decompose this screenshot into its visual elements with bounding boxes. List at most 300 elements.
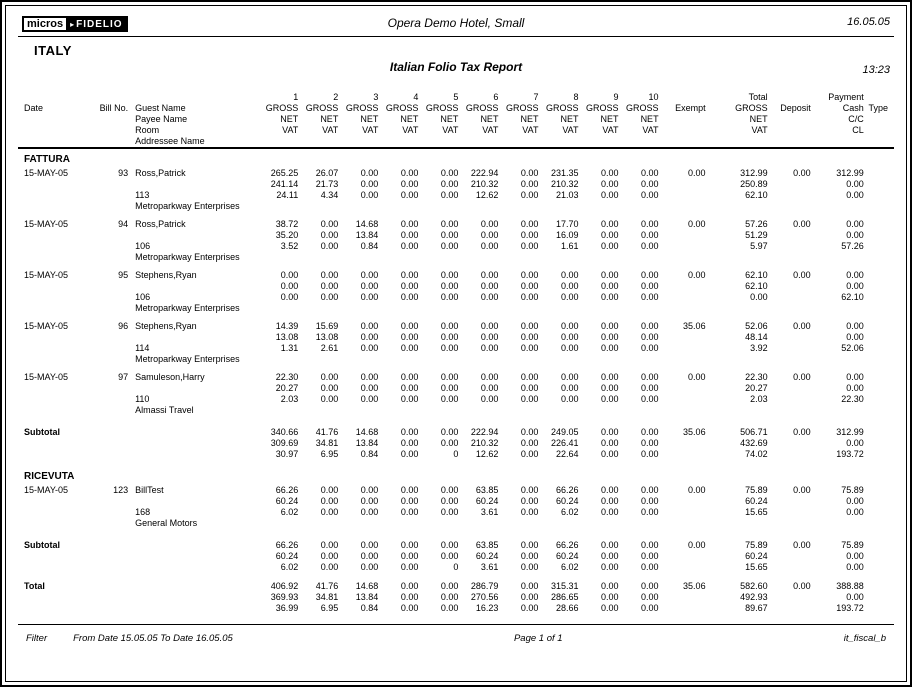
cell: 0.00 [520,427,539,437]
cell [659,179,706,190]
cell [864,201,890,212]
cell: GROSS [345,103,379,113]
spacer-cell [22,314,890,321]
cell [659,405,706,416]
cell [22,292,92,303]
spacer-cell [22,365,890,372]
cell [864,179,890,190]
cell: 0.00 [520,332,539,342]
filter-label: Filter [26,633,48,644]
cell: 0.00 [846,270,864,280]
cell: 0.00 [600,485,619,495]
cell: 432.69 [740,438,768,448]
cell: 0.00 [560,292,579,302]
filter-text: From Date 15.05.05 To Date 16.05.05 [73,633,233,644]
cell: Metroparkway Enterprises [135,354,240,364]
cell: 0.00 [600,292,619,302]
header-row-vat [22,125,890,136]
cell: 20.27 [275,383,299,393]
cell: 0.00 [520,592,539,602]
cell: 8 [573,92,579,102]
cell [378,354,418,365]
cell: 4.34 [320,190,339,200]
cell: 93 [118,168,129,178]
cell [659,92,706,103]
cell: 60.24 [275,496,299,506]
cell: 388.88 [836,581,864,591]
cell [22,125,92,136]
cell: 0.00 [846,219,864,229]
cell: NET [640,114,659,124]
cell: 13.84 [355,592,379,602]
cell: 26.07 [315,168,339,178]
cell: Type [868,103,888,113]
cell: 12.62 [475,190,499,200]
cell [128,281,258,292]
cell: Payee Name [135,114,188,124]
cell: 0.00 [793,219,811,229]
cell: 222.94 [470,427,499,437]
cell: 0.00 [440,179,459,189]
cell [768,343,811,354]
cell: 0.00 [440,540,459,550]
cell: 0.00 [480,292,499,302]
cell [864,125,890,136]
cell [659,241,706,252]
cell: 0.00 [440,427,459,437]
cell: 0.00 [520,343,539,353]
cell: Metroparkway Enterprises [135,303,240,313]
cell: 193.72 [836,449,864,459]
cell: 0.00 [400,438,419,448]
cell: 0.00 [360,270,379,280]
folio-row-gross [22,321,890,332]
folio-row-net [22,230,890,241]
cell: VAT [751,125,768,135]
cell [578,303,618,314]
cell: 226.41 [550,438,579,448]
cell: 0.00 [641,507,659,517]
cell: 0.00 [480,281,499,291]
cell: 0.00 [280,270,299,280]
cell: 0.00 [846,321,864,331]
cell: 0.00 [641,592,659,602]
cell [619,354,659,365]
cell: 0.00 [400,321,419,331]
cell [418,303,458,314]
cell [92,518,128,529]
cell: 66.26 [275,485,299,495]
cell [619,518,659,529]
cell: 21.73 [315,179,339,189]
cell [128,92,258,103]
cell: 28.66 [555,603,579,613]
cell: 0.00 [480,241,499,251]
cell: 0.00 [440,292,459,302]
cell: 38.72 [275,219,299,229]
cell: Subtotal [24,540,60,550]
cell: 6 [493,92,499,102]
cell [338,136,378,147]
cell: VAT [442,125,459,135]
cell: 13.84 [355,230,379,240]
cell: 0.00 [600,343,619,353]
report-title-row [22,60,890,78]
folio-row-gross [22,219,890,230]
cell: 97 [118,372,129,382]
cell: 0.00 [360,281,379,291]
cell [706,252,768,263]
cell: 0.00 [560,321,579,331]
cell [22,190,92,201]
cell [92,540,128,551]
cell: 14.68 [355,427,379,437]
cell [418,518,458,529]
cell [864,496,890,507]
cell [22,114,92,125]
cell [128,230,258,241]
cell: 0.00 [846,179,864,189]
cell: 0.00 [688,168,706,178]
report-header [22,14,890,32]
cell: 60.24 [745,496,768,506]
cell [258,252,298,263]
cell: Almassi Travel [135,405,194,415]
cell: 0.00 [600,230,619,240]
cell: 60.24 [475,551,499,561]
cell: 0.00 [520,168,539,178]
cell: 0.00 [320,230,339,240]
cell [128,449,258,460]
spacer-cell [22,263,890,270]
cell: 36.99 [275,603,299,613]
cell: Total [748,92,768,102]
cell [92,281,128,292]
cell: 62.10 [745,270,768,280]
cell: 0.00 [400,551,419,561]
cell [659,292,706,303]
folio-row-net [22,332,890,343]
cell: 0.00 [641,485,659,495]
cell: 0.00 [560,343,579,353]
cell [538,136,578,147]
micros-fidelio-logo [22,16,128,32]
cell [864,343,890,354]
cell: 15-MAY-05 [24,168,69,178]
cell [768,92,811,103]
cell: 0.00 [440,383,459,393]
cell [92,92,128,103]
cell [538,354,578,365]
cell: GROSS [425,103,459,113]
cell: 66.26 [555,485,579,495]
header-row-net [22,114,890,125]
cell [811,518,864,529]
subtotal-row-gross [22,427,890,438]
cell: 0.00 [440,332,459,342]
cell: 1 [293,92,299,102]
cell: 0.00 [600,540,619,550]
cell [22,179,92,190]
cell: 0.00 [320,507,339,517]
cell [659,603,706,614]
cell: 15.65 [745,507,768,517]
cell: 14.39 [275,321,299,331]
cell [659,507,706,518]
cell: Stephens,Ryan [135,321,197,331]
cell: 0.00 [280,292,299,302]
cell [92,230,128,241]
cell: 0.00 [480,372,499,382]
cell [378,201,418,212]
cell [578,405,618,416]
cell [578,518,618,529]
subtotal-row-gross [22,540,890,551]
cell: 0.00 [600,281,619,291]
cell [659,343,706,354]
cell [864,136,890,147]
cell [458,252,498,263]
cell: 15-MAY-05 [24,485,69,495]
cell: Ross,Patrick [135,219,186,229]
cell [864,219,890,230]
cell [418,405,458,416]
cell [92,507,128,518]
folio-row-gross [22,168,890,179]
cell [619,303,659,314]
cell: 0.00 [641,321,659,331]
cell: 0.00 [641,603,659,613]
cell: 0.00 [400,230,419,240]
cell [378,518,418,529]
cell: 0.00 [440,230,459,240]
cell: 0.00 [641,496,659,506]
cell: 75.89 [841,485,864,495]
report-id: it_fiscal_b [843,633,886,644]
cell: 0.00 [480,230,499,240]
cell [864,270,890,281]
cell [538,405,578,416]
cell [298,136,338,147]
cell: 270.56 [470,592,499,602]
cell [128,438,258,449]
cell: 0 [453,449,459,459]
cell: VAT [482,125,499,135]
cell [659,354,706,365]
cell: 0.00 [400,427,419,437]
cell [458,201,498,212]
section-label-row [22,149,890,168]
cell: 210.32 [470,438,499,448]
cell [768,281,811,292]
cell [538,252,578,263]
cell: 312.99 [836,427,864,437]
cell: 241.14 [270,179,299,189]
cell: 0.00 [688,485,706,495]
cell [659,383,706,394]
cell [298,201,338,212]
cell: 22.30 [745,372,768,382]
cell [498,303,538,314]
cell: 0.00 [600,383,619,393]
cell [338,354,378,365]
cell: GROSS [586,103,619,113]
cell [768,496,811,507]
logo-fidelio-text: FIDELIO [76,19,123,30]
cell [22,230,92,241]
cell: 492.93 [740,592,768,602]
cell [92,449,128,460]
cell: VAT [522,125,539,135]
cell: 0.00 [520,603,539,613]
cell: 0.00 [688,270,706,280]
cell: 13.08 [275,332,299,342]
cell: 0.00 [400,332,419,342]
cell: NET [360,114,379,124]
cell: 0.00 [793,168,811,178]
cell: NET [440,114,459,124]
cell: 0.00 [560,270,579,280]
cell: 0.00 [360,540,379,550]
cell: 0.00 [641,394,659,404]
cell [768,136,811,147]
cell [768,592,811,603]
cell [498,518,538,529]
cell: 66.26 [555,540,579,550]
grand-total-row-gross [22,581,890,592]
cell [338,201,378,212]
cell: 0.00 [360,321,379,331]
cell [92,562,128,573]
cell: 12.62 [475,449,499,459]
cell [864,332,890,343]
cell: 406.92 [270,581,299,591]
cell: 113 [135,190,150,200]
cell: 3.61 [480,507,499,517]
cell [92,292,128,303]
cell: 0.00 [400,581,419,591]
cell [864,485,890,496]
cell: 0.00 [750,292,768,302]
cell [92,581,128,592]
cell: 0.00 [600,270,619,280]
cell [92,394,128,405]
cell: VAT [362,125,379,135]
cell: 0.00 [480,332,499,342]
cell [258,136,298,147]
cell [92,125,128,136]
spacer-row [22,614,890,624]
cell [92,332,128,343]
cell: 0.00 [520,292,539,302]
cell: 0.00 [480,343,499,353]
cell: 0.00 [400,292,419,302]
cell: GROSS [305,103,339,113]
cell: GROSS [385,103,419,113]
cell [864,281,890,292]
spacer-cell [22,614,890,624]
cell [92,343,128,354]
cell: 0.00 [600,496,619,506]
cell: 57.26 [745,219,768,229]
cell: Metroparkway Enterprises [135,201,240,211]
cell [458,354,498,365]
cell [298,518,338,529]
cell: 62.10 [745,281,768,291]
cell: 0.00 [520,241,539,251]
cell: 0.00 [793,540,811,550]
cell: 15.65 [745,562,768,572]
cell [768,179,811,190]
cell [659,394,706,405]
cell: 0.00 [560,332,579,342]
folio-row-net [22,179,890,190]
cell: NET [480,114,499,124]
cell: 110 [135,394,150,404]
cell: 0.00 [400,540,419,550]
cell: 0.00 [520,190,539,200]
folio-row-addressee [22,252,890,263]
cell [128,562,258,573]
cell: 0.00 [480,321,499,331]
cell: NET [400,114,419,124]
cell: 0.00 [641,343,659,353]
cell [298,252,338,263]
cell [768,292,811,303]
cell: 0.00 [793,485,811,495]
cell: 0.00 [440,394,459,404]
folio-row-addressee [22,201,890,212]
cell: 0.00 [520,562,539,572]
cell: 35.06 [683,321,706,331]
cell [659,230,706,241]
country-label: ITALY [34,43,72,58]
cell: 0.00 [520,485,539,495]
cell [864,405,890,416]
cell: 0.00 [641,581,659,591]
cell [92,354,128,365]
cell: 0.00 [400,179,419,189]
cell: 286.65 [550,592,579,602]
cell [864,354,890,365]
cell: 6.02 [560,507,579,517]
cell [619,252,659,263]
cell: 3.92 [750,343,768,353]
cell: 0.00 [320,270,339,280]
cell [22,405,92,416]
cell: Payment [828,92,864,102]
cell: 0.00 [400,241,419,251]
cell [128,603,258,614]
cell: 0.00 [846,438,864,448]
cell [578,252,618,263]
cell: 249.05 [550,427,579,437]
hotel-title: Opera Demo Hotel, Small [387,16,525,30]
cell: 0.00 [400,190,419,200]
cell [864,303,890,314]
cell: 0.00 [440,496,459,506]
cell [768,438,811,449]
cell: 0.00 [320,496,339,506]
cell [22,354,92,365]
cell: 15-MAY-05 [24,372,69,382]
spacer-row [22,529,890,536]
cell [864,562,890,573]
cell [619,405,659,416]
cell: 0.00 [520,496,539,506]
cell: 0.00 [520,281,539,291]
cell [659,518,706,529]
